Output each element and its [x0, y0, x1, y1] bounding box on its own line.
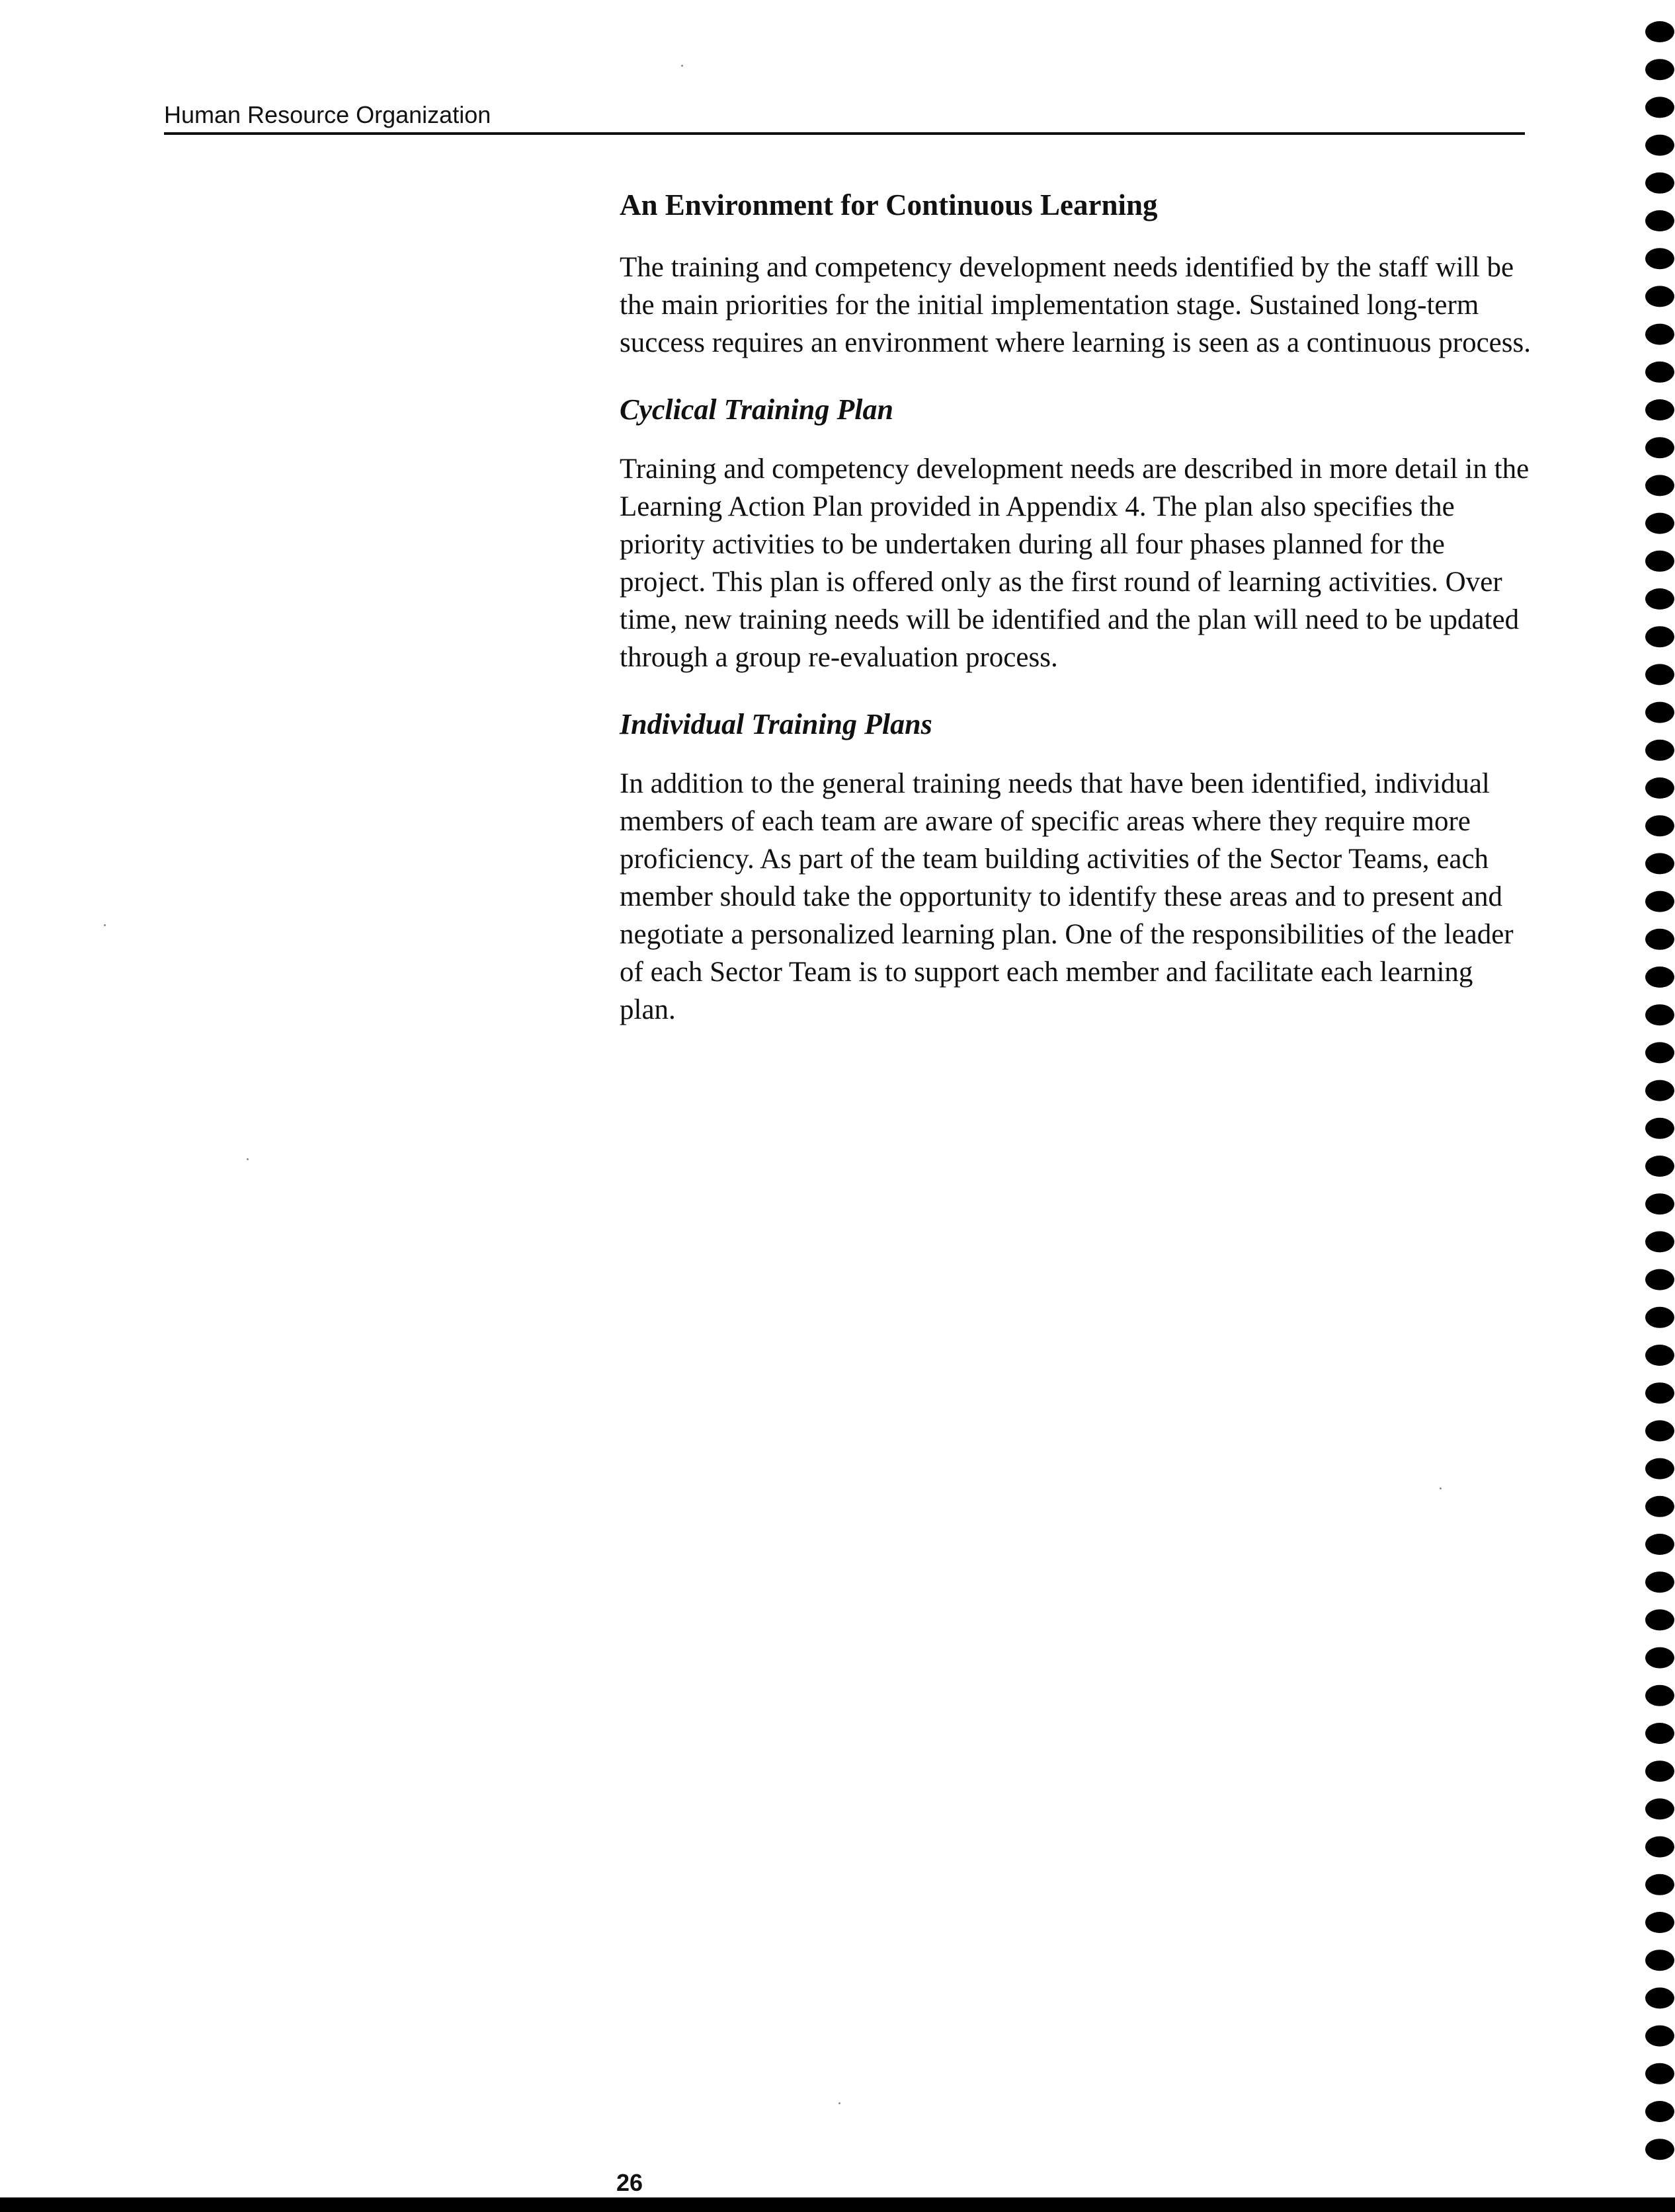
binding-hole: [1645, 286, 1674, 307]
binding-hole: [1645, 21, 1674, 42]
binding-hole: [1645, 513, 1674, 534]
binding-hole: [1645, 777, 1674, 799]
binding-hole: [1645, 2026, 1674, 2047]
binding-hole: [1645, 1609, 1674, 1630]
binding-hole: [1645, 891, 1674, 912]
subsection-paragraph-individual-training-plans: In addition to the general training needs that have been identified, individual members of each team are aware of specific areas where they require more proficiency. As part of the team building activities of the Sector Teams, each member should take the opportunity to identify these areas and to present and negotiate a personalized learning plan. One of the responsibilities of the leader of each Sector Team is to support each member and facilitate each learning plan.: [620, 768, 1514, 1025]
binding-hole: [1645, 173, 1674, 194]
scan-speck: [1440, 1487, 1442, 1489]
binding-hole: [1645, 135, 1674, 156]
binding-hole: [1645, 1874, 1674, 1895]
binding-hole: [1645, 437, 1674, 458]
binding-hole: [1645, 362, 1674, 383]
scan-speck: [104, 924, 106, 926]
binding-hole: [1645, 815, 1674, 836]
binding-hole: [1645, 475, 1674, 496]
binding-hole: [1645, 1837, 1674, 1858]
running-header: [164, 99, 1525, 135]
binding-hole: [1645, 324, 1674, 345]
binding-hole: [1645, 1760, 1674, 1782]
subsection-paragraph-cyclical-training-plan: Training and competency development needs are described in more detail in the Learning Action Plan provided in Appendix 4. The plan also specifies the priority activities to be undertaken during all four phases planned for the project. This plan is offered only as the first round of learning activities. Over time, new training needs will be identified and the plan will need to be updated through a group re-evaluation process.: [620, 454, 1530, 673]
binding-hole: [1645, 1458, 1674, 1480]
binding-hole: [1645, 1496, 1674, 1517]
running-header-title: Human Resource Organization: [164, 101, 491, 128]
binding-hole: [1645, 2139, 1674, 2160]
binding-hole: [1645, 210, 1674, 231]
scan-speck: [838, 2102, 840, 2104]
binding-hole: [1645, 97, 1674, 118]
binding-hole: [1645, 740, 1674, 761]
binding-hole: [1645, 1118, 1674, 1139]
binding-hole: [1645, 929, 1674, 950]
binding-hole: [1645, 853, 1674, 874]
binding-hole: [1645, 1912, 1674, 1933]
binding-hole: [1645, 1420, 1674, 1441]
binding-hole: [1645, 1798, 1674, 1819]
binding-hole: [1645, 2063, 1674, 2084]
binding-hole: [1645, 702, 1674, 723]
binding-hole: [1645, 1987, 1674, 2008]
subsection-heading-individual-training-plans: Individual Training Plans: [620, 708, 932, 740]
binding-hole: [1645, 1307, 1674, 1328]
binding-hole: [1645, 1534, 1674, 1555]
binding-hole: [1645, 1723, 1674, 1744]
binding-hole: [1645, 967, 1674, 988]
page-number: 26: [616, 2169, 643, 2196]
section-paragraph-continuous-learning: The training and competency development needs identified by the staff will be the main priorities for the initial implementation stage. Sustained long-term success requires an environment where learning is seen as a continuous process.: [620, 252, 1531, 358]
binding-hole: [1645, 1193, 1674, 1214]
binding-hole: [1645, 1231, 1674, 1252]
binding-hole: [1645, 59, 1674, 80]
binding-hole: [1645, 1345, 1674, 1366]
scan-speck: [247, 1158, 249, 1160]
binding-hole: [1645, 626, 1674, 647]
binding-hole: [1645, 399, 1674, 420]
binding-hole: [1645, 1042, 1674, 1063]
binding-hole: [1645, 1269, 1674, 1290]
binding-hole: [1645, 1382, 1674, 1403]
scan-speck: [681, 65, 683, 67]
binding-hole: [1645, 588, 1674, 610]
scan-bottom-edge: [0, 2197, 1675, 2212]
binding-hole: [1645, 1571, 1674, 1593]
binding-hole: [1645, 2101, 1674, 2122]
binding-hole: [1645, 551, 1674, 572]
document-body: [620, 185, 1532, 1058]
binding-hole: [1645, 1156, 1674, 1177]
spiral-binding-holes: [1629, 0, 1675, 2212]
binding-hole: [1645, 1647, 1674, 1669]
binding-hole: [1645, 1080, 1674, 1101]
binding-hole: [1645, 664, 1674, 685]
binding-hole: [1645, 1685, 1674, 1706]
section-heading-continuous-learning: An Environment for Continuous Learning: [620, 188, 1158, 221]
subsection-heading-cyclical-training-plan: Cyclical Training Plan: [620, 393, 893, 426]
binding-hole: [1645, 1004, 1674, 1025]
binding-hole: [1645, 1950, 1674, 1971]
binding-hole: [1645, 248, 1674, 269]
